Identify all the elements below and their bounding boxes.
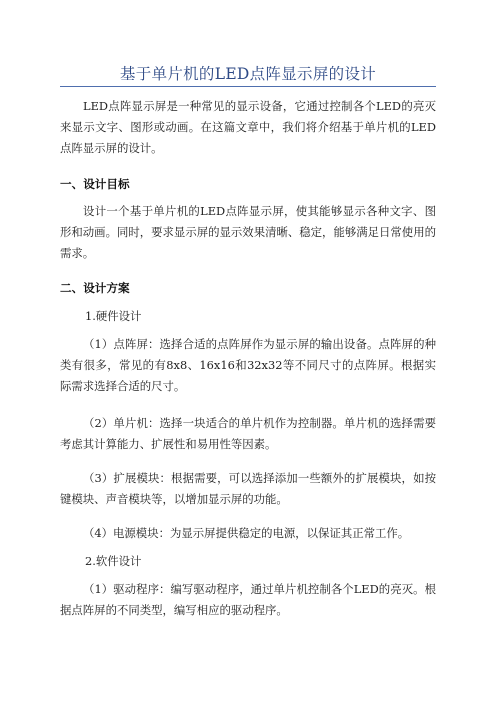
subsection-heading-software: 2.软件设计 [85,554,142,568]
hardware-item-2: （2）单片机：选择一块适合的单片机作为控制器。单片机的选择需要考虑其计算能力、扩展性和易用性等因素。 [60,416,436,451]
intro-paragraph: LED点阵显示屏是一种常见的显示设备，它通过控制各个LED的亮灭来显示文字、图形或动画。在这篇文章中，我们将介绍基于单片机的LED点阵显示屏的设计。 [60,99,436,155]
subsection-heading-hardware: 1.硬件设计 [85,309,142,323]
section-heading-goals: 一、设计目标 [60,177,130,191]
goals-paragraph: 设计一个基于单片机的LED点阵显示屏，使其能够显示各种文字、图形和动画。同时，要求显示屏的显示效果清晰、稳定，能够满足日常使用的需求。 [60,204,436,260]
title-underline [60,86,436,87]
hardware-item-1: （1）点阵屏：选择合适的点阵屏作为显示屏的输出设备。点阵屏的种类有很多，常见的有8x8、16x16和32x32等不同尺寸的点阵屏。根据实际需求选择合适的尺寸。 [60,337,436,393]
section-heading-plan: 二、设计方案 [60,281,130,295]
page-title: 基于单片机的LED点阵显示屏的设计 [119,65,377,83]
hardware-item-3: （3）扩展模块：根据需要，可以选择添加一些额外的扩展模块，如按键模块、声音模块等，以增加显示屏的功能。 [60,471,436,506]
software-item-1: （1）驱动程序：编写驱动程序，通过单片机控制各个LED的亮灭。根据点阵屏的不同类型，编写相应的驱动程序。 [60,582,436,617]
hardware-item-4: （4）电源模块：为显示屏提供稳定的电源，以保证其正常工作。 [83,526,410,540]
